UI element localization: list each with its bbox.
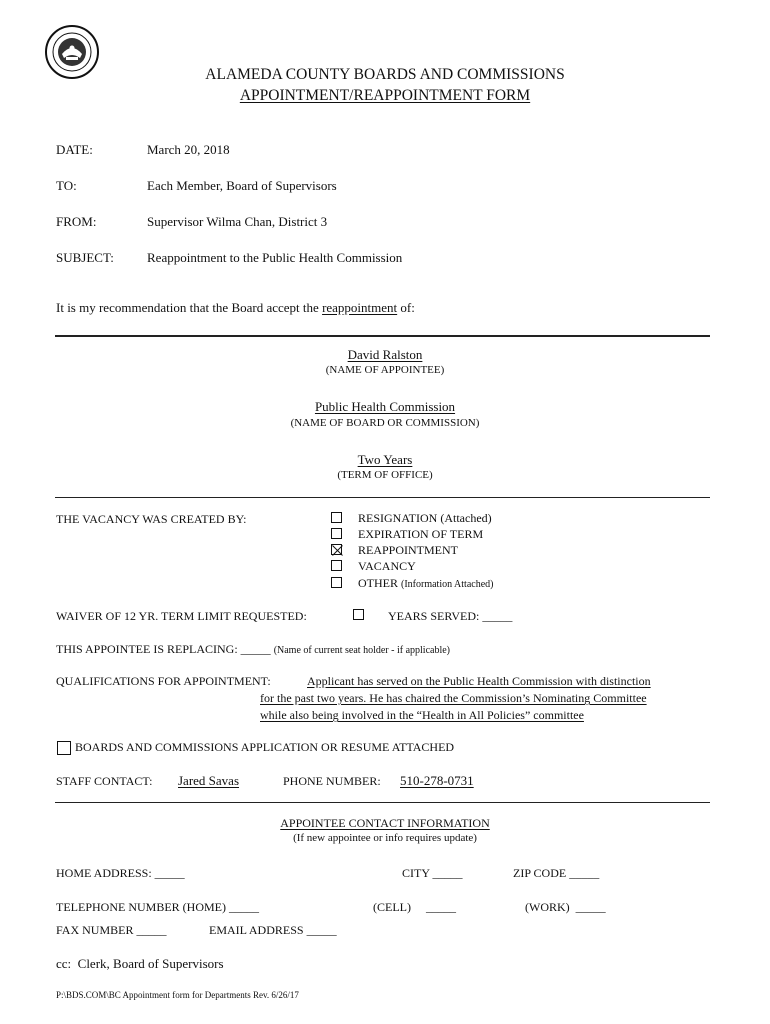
divider (55, 497, 710, 498)
email-address: EMAIL ADDRESS _____ (209, 923, 337, 937)
subject-value: Reappointment to the Public Health Commission (147, 250, 403, 265)
form-title-line2 (0, 87, 770, 105)
subject-label: SUBJECT: (56, 250, 114, 265)
vacancy-label: THE VACANCY WAS CREATED BY: (56, 512, 247, 526)
resignation-note: (Attached) (440, 511, 492, 525)
other-note: (Information Attached) (401, 579, 494, 590)
replacing-label (56, 642, 450, 657)
other-checkbox[interactable] (331, 577, 342, 588)
appointee-name (0, 347, 770, 363)
qualifications-line2: for the past two years. He has chaired the Commission’s Nominating Committee (260, 691, 647, 705)
staff-contact-label: STAFF CONTACT: (56, 774, 153, 788)
replacing-text: THIS APPOINTEE IS REPLACING: _____ (56, 642, 271, 656)
term-of-office (0, 452, 770, 468)
other-text: OTHER (358, 576, 398, 590)
expiration-label: EXPIRATION OF TERM (358, 527, 484, 541)
to-value: Each Member, Board of Supervisors (147, 178, 337, 193)
years-served: YEARS SERVED: _____ (388, 609, 513, 623)
expiration-checkbox[interactable] (331, 528, 342, 539)
term-of-office-value: Two Years (357, 452, 413, 467)
other-label (358, 576, 493, 591)
phone-label: PHONE NUMBER: (283, 774, 381, 788)
from-label: FROM: (56, 214, 97, 229)
telephone-cell: (CELL) _____ (373, 900, 456, 914)
from-value: Supervisor Wilma Chan, District 3 (147, 214, 328, 229)
recommendation-text (56, 300, 415, 316)
board-name-caption: (NAME OF BOARD OR COMMISSION) (290, 417, 480, 429)
staff-contact-value: Jared Savas (178, 773, 240, 788)
checkmark-x-icon (332, 545, 343, 556)
form-title-line1: ALAMEDA COUNTY BOARDS AND COMMISSIONS (205, 66, 565, 83)
attachment-label: BOARDS AND COMMISSIONS APPLICATION OR RESUME ATTACHED (75, 740, 455, 754)
zip-code: ZIP CODE _____ (513, 866, 600, 880)
home-address: HOME ADDRESS: _____ (56, 866, 185, 880)
telephone-home: TELEPHONE NUMBER (HOME) _____ (56, 900, 259, 914)
board-name-value: Public Health Commission (314, 399, 456, 414)
qualifications-label: QUALIFICATIONS FOR APPOINTMENT: (56, 674, 271, 688)
waiver-checkbox[interactable] (353, 609, 364, 620)
divider (55, 802, 710, 803)
term-of-office-caption: (TERM OF OFFICE) (337, 469, 433, 481)
resignation-checkbox[interactable] (331, 512, 342, 523)
contact-info-subheading: (If new appointee or info requires update) (293, 832, 477, 844)
recommendation-prefix: It is my recommendation that the Board accept the (56, 300, 323, 315)
resignation-label (358, 511, 492, 526)
form-title-line2-text: APPOINTMENT/REAPPOINTMENT FORM (239, 87, 531, 104)
fax-number: FAX NUMBER _____ (56, 923, 167, 937)
vacancy-option-label: VACANCY (358, 559, 416, 573)
contact-info-heading (0, 816, 770, 831)
qualifications-line3: while also being involved in the “Health in All Policies” committee (260, 708, 584, 722)
recommendation-suffix: of: (397, 300, 415, 315)
attachment-checkbox[interactable] (57, 741, 71, 755)
divider-thick (55, 335, 710, 337)
phone-value: 510-278-0731 (400, 773, 474, 788)
file-path: P:\BDS.COM\BC Appointment form for Departments Rev. 6/26/17 (56, 990, 299, 1000)
replacing-note: (Name of current seat holder - if applicable) (273, 645, 450, 656)
qualifications-line1: Applicant has served on the Public Health Commission with distinction (307, 674, 651, 688)
city: CITY _____ (402, 866, 463, 880)
vacancy-checkbox[interactable] (331, 560, 342, 571)
appointee-name-value: David Ralston (347, 347, 423, 362)
resignation-text: RESIGNATION (358, 511, 438, 525)
board-name (0, 399, 770, 415)
cc-line: cc: Clerk, Board of Supervisors (56, 956, 224, 971)
reappointment-checkbox[interactable] (331, 544, 342, 555)
telephone-work: (WORK) _____ (525, 900, 606, 914)
date-value: March 20, 2018 (147, 142, 230, 157)
recommendation-keyword: reappointment (322, 300, 398, 315)
waiver-label: WAIVER OF 12 YR. TERM LIMIT REQUESTED: (56, 609, 307, 623)
to-label: TO: (56, 178, 77, 193)
appointee-name-caption: (NAME OF APPOINTEE) (325, 364, 445, 376)
date-label: DATE: (56, 142, 93, 157)
contact-info-heading-text: APPOINTEE CONTACT INFORMATION (280, 816, 490, 830)
reappointment-label: REAPPOINTMENT (358, 543, 459, 557)
